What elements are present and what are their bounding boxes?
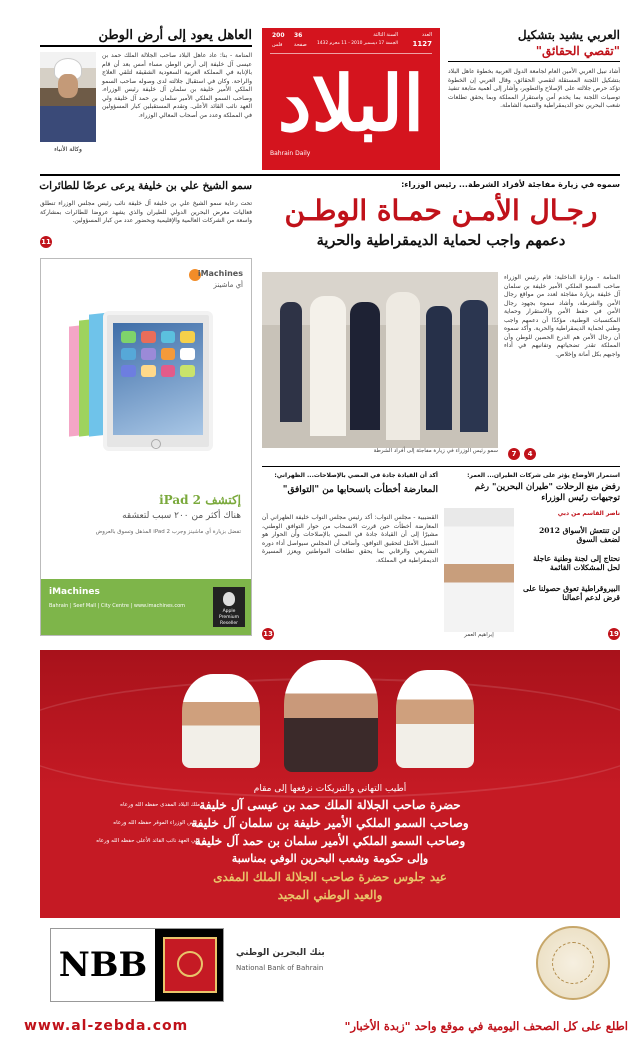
- mid-right-page-number[interactable]: 19: [609, 630, 619, 638]
- ad-title-cp: ولي العهد نائب القائد الأعلى حفظه الله ورعاه: [96, 838, 200, 844]
- footer-bar: [10, 1014, 642, 1038]
- apple-icon: [223, 592, 235, 606]
- imachines-headline: إكتشف iPad 2: [159, 493, 241, 507]
- top-left-body: المنامة - بنا: عاد عاهل البلاد صاحب الجلالة الملك حمد بن عيسى آل خليفة إلى أرض الوطن مساء أمس بعد أن قام بالإنابة في المملكة العربية السعودية الشقيقة لتلقي العلاج والراحة. وكان في استقبال جلالته لدى وصوله صاحب السمو الملكي الأمير خليفة بن سلمان آل خليفة رئيس الوزراء، وصاحب السمو الملكي الأمير سلمان بن حمد آل خليفة ولي العهد نائب القائد الأعلى. وتقدم المستقبلين كبار المسؤولين في المملكة وعدد من أصحاب المعالي الوزراء.: [102, 52, 252, 119]
- year-label: السنة الثالثة: [373, 32, 398, 38]
- nbb-wordmark: NBB: [51, 929, 155, 1001]
- mid-left-headline[interactable]: المعارضة أخطأت بانسحابها من "التوافق": [282, 485, 438, 495]
- mid-divider: [262, 466, 620, 467]
- top-right-title-2[interactable]: "تقصي الحقائق": [448, 44, 620, 62]
- mid-right-photo: [444, 508, 514, 632]
- imachines-brand-ar: أي ماشينز: [213, 281, 243, 289]
- nbb-logo[interactable]: [50, 928, 224, 1002]
- ad-logo-band: [40, 918, 620, 1012]
- imachines-subline: هناك أكثر من ٢٠٠ سبب لتعشقه: [122, 511, 241, 521]
- main-headline[interactable]: رجـال الأمـن حمـاة الوطـن: [284, 194, 598, 227]
- ipad-home-button: [151, 439, 161, 449]
- mid-right-sub-1: لن تنتعش الأسواق 2012 لضعف السوق: [539, 526, 620, 544]
- ad-line-6: والعيد الوطني المجيد: [277, 888, 383, 902]
- mid-left-story: [262, 472, 438, 642]
- mid-right-caption: إبراهيم العمر: [464, 632, 494, 638]
- masthead-logo-en: Bahrain Daily: [270, 150, 311, 157]
- imachines-ad[interactable]: [40, 258, 252, 636]
- pages-count: 36: [294, 32, 303, 39]
- ad-title-king: ملك البلاد المفدى حفظه الله ورعاه: [120, 802, 200, 808]
- ad-title-pm: رئيس الوزراء الموقر حفظه الله ورعاه: [113, 820, 200, 826]
- king-portrait: [40, 52, 96, 142]
- issue-number: 1127: [412, 40, 432, 48]
- ad-line-4: وإلى حكومة وشعب البحرين الوفي بمناسبة: [231, 852, 429, 865]
- portrait-king: [284, 660, 378, 772]
- mid-left-body: القضيبية - مجلس النواب: أكد رئيس مجلس النواب خليفة الظهراني أن المعارضة أخطأت حين قررت الانسحاب من حوار التوافق الوطني، مشيرًا إلى أن القيادة جادة في المضي بالإصلاحات وأن الحوار هو السبيل الأمثل لتحقيق التوافق. وأضاف أن المجلس سيواصل أداء دوره التشريعي والرقابي بما يحقق تطلعات المواطنين ويعزز المسيرة الديمقراطية في المملكة.: [262, 514, 438, 564]
- imachines-brand: iMachines: [197, 269, 243, 278]
- main-subheadline[interactable]: دعمهم واجب لحماية الديمقراطية والحرية: [316, 232, 566, 249]
- mid-left-page-number[interactable]: 13: [263, 630, 273, 638]
- portrait-prime-minister: [182, 674, 260, 768]
- price: 200: [272, 32, 285, 39]
- main-page-ref-2[interactable]: 4: [524, 448, 536, 460]
- nbb-emblem: [163, 937, 217, 993]
- top-divider: [40, 174, 620, 176]
- main-caption: سمو رئيس الوزراء في زيارة مفاجئة إلى أفراد الشرطة: [373, 448, 498, 454]
- top-right-body: أشاد نبيل العربي الأمين العام لجامعة الدول العربية بخطوة عاهل البلاد بتشكيل اللجنة المستقلة لتقصي الحقائق، وقال العربي إن الخطوة تؤكد حرص جلالته على الإصلاح والتطوير، وأشار إلى أهمية متابعة تنفيذ توصيات اللجنة بما يخدم أمن واستقرار المملكة وبما يحقق تطلعات شعب البحرين نحو الديمقراطية والتنمية الشاملة.: [448, 68, 620, 109]
- imachines-small: تفضل بزيارة أي ماشينز وجرب iPad 2 المذهل وتسوق بالعروض: [95, 529, 241, 535]
- ad-line-2: وصاحب السمو الملكي الأمير خليفة بن سلمان آل خليفة: [191, 816, 469, 830]
- bank-name-en: National Bank of Bahrain: [236, 964, 324, 972]
- issue-label: العدد: [421, 32, 432, 38]
- top-left-story: [40, 28, 252, 170]
- imachines-footer-text: Bahrain | Seef Mall | City Centre | www.imachines.com: [49, 603, 186, 609]
- ad-line-1: حضرة صاحب الجلالة الملك حمد بن عيسى آل خليفة: [199, 798, 461, 812]
- side-story-headline[interactable]: سمو الشيخ علي بن خليفة يرعى عرضًا للطائرات: [39, 180, 252, 192]
- imachines-footer: [41, 579, 251, 635]
- top-left-title[interactable]: العاهل يعود إلى أرض الوطن: [40, 28, 252, 47]
- ad-line-3: وصاحب السمو الملكي الأمير سلمان بن حمد آل خليفة: [194, 834, 466, 848]
- mid-left-kicker: أكد أن القيادة جادة في المضي بالإصلاحات... الظهراني:: [274, 472, 438, 479]
- top-left-ref: وكالة الأنباء: [54, 146, 82, 153]
- imachines-footer-brand: iMachines: [49, 587, 100, 597]
- nbb-congrats-ad[interactable]: [40, 650, 620, 1012]
- side-story: [40, 180, 252, 254]
- price-label: فلس: [272, 42, 283, 48]
- top-right-title-1[interactable]: العربي يشيد بتشكيل: [517, 28, 620, 42]
- mid-right-sub-2: نحتاج إلى لجنة وطنية عاجلة لحل المشكلات القائمة: [533, 554, 620, 572]
- side-story-body: تحت رعاية سمو الشيخ علي بن خليفة آل خليفة نائب رئيس مجلس الوزراء تنطلق فعاليات معرض البحرين الدولي للطيران والذي يشهد عروضا للطائرات بمشاركة واسعة من الشركات العالمية والإقليمية وبحضور عدد من كبار المسؤولين.: [40, 200, 252, 224]
- masthead-info-strip: [270, 32, 432, 54]
- portrait-crown-prince: [396, 670, 474, 768]
- footer-promo[interactable]: اطلع على كل الصحف اليومية في موقع واحد "زبدة الأخبار": [344, 1019, 628, 1033]
- mid-right-author: ناصر القاسم من دبي: [557, 510, 620, 517]
- masthead-logo[interactable]: البلاد: [277, 59, 425, 148]
- ad-line-5: عيد جلوس حضرة صاحب الجلالة الملك المفدى: [213, 870, 447, 884]
- issue-date: الجمعة 17 ديسمبر 2010 - 11 محرم 1432: [316, 41, 398, 46]
- ipad-screen: [113, 323, 203, 435]
- side-story-page-number[interactable]: 11: [41, 238, 51, 246]
- mid-right-sub-3: البيروقراطية تعوق حصولنا على قرض لدعم أعمالنا: [522, 584, 620, 602]
- main-kicker: سموه في زيارة مفاجئة لأفراد الشرطة... رئيس الوزراء:: [401, 180, 620, 189]
- ad-intro: أطيب التهاني والتبريكات نرفعها إلى مقام: [253, 784, 407, 794]
- footer-site[interactable]: www.al-zebda.com: [24, 1018, 189, 1034]
- anniversary-seal: [536, 926, 610, 1000]
- masthead: [262, 28, 440, 170]
- main-body: المنامة - وزارة الداخلية: قام رئيس الوزراء صاحب السمو الملكي الأمير خليفة بن سلمان آل خليفة بزيارة مفاجئة لعدد من مواقع رجال الأمن والشرطة، وأشاد سموه بجهود رجال الأمن في حفظ الأمن والاستقرار وحماية المكتسبات الوطنية، مؤكدًا أن دعمهم واجب وطني لحماية الديمقراطية والحرية. وأكد سموه أن رجال الأمن هم الدرع الحصين للوطن وأن المملكة تقدر تضحياتهم وتفانيهم في أداء واجبهم بكل أمانة وإخلاص.: [504, 274, 620, 358]
- top-right-story: [448, 28, 620, 170]
- main-photo: [262, 272, 498, 448]
- mid-right-kicker: استمرار الأوضاع يؤثر على شركات الطيران... العمر:: [467, 472, 620, 479]
- main-page-ref-1[interactable]: 7: [508, 448, 520, 460]
- apple-premium-badge: Apple Premium Reseller: [213, 587, 245, 627]
- pages-label: صفحة: [294, 42, 307, 48]
- main-story: [262, 180, 620, 458]
- bank-name: بنك البحرين الوطني: [236, 948, 325, 958]
- mid-right-headline[interactable]: رفض منع الرحلات "طيران البحرين" رغم توجيهات رئيس الوزراء: [474, 482, 620, 503]
- ipad-cover-stack: [69, 305, 219, 455]
- mid-right-story: [444, 472, 620, 642]
